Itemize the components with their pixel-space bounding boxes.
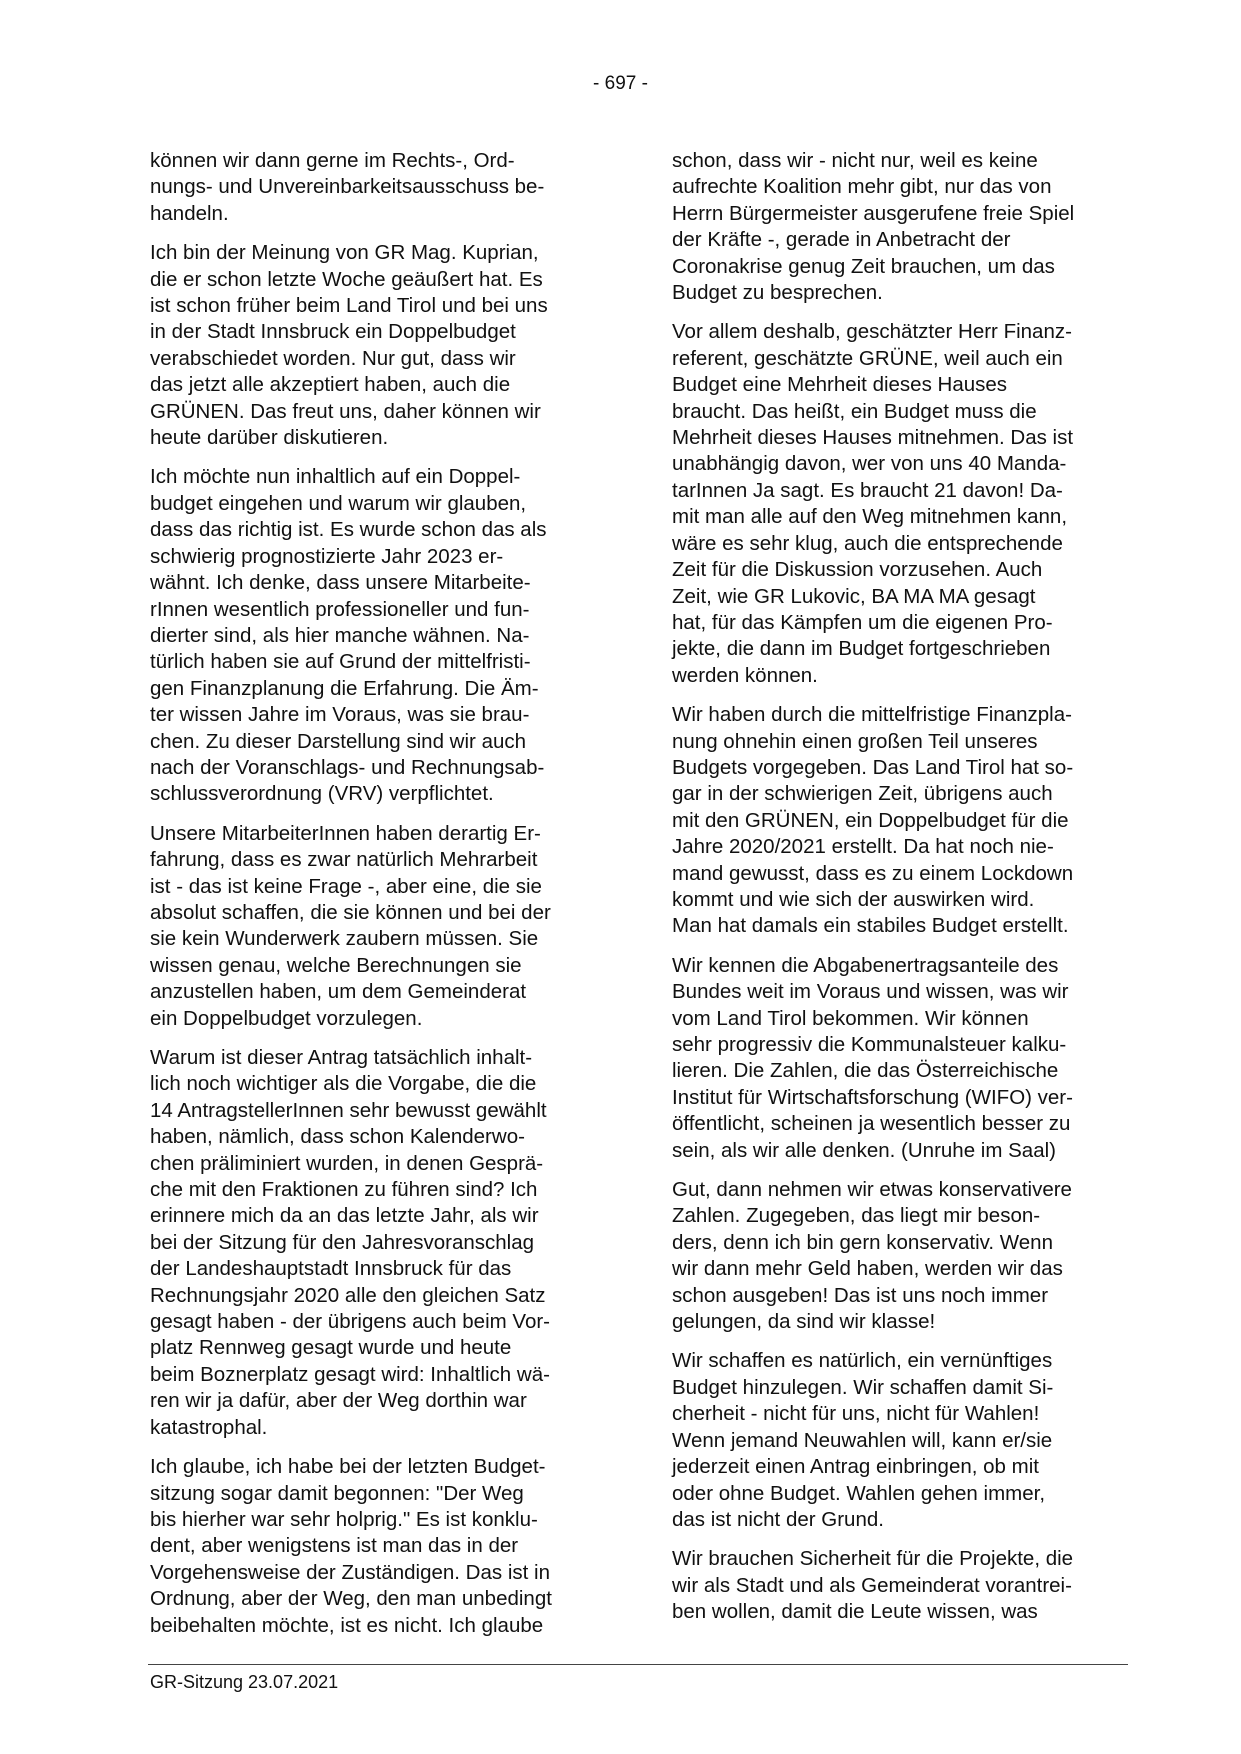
text-line: gar in der schwierigen Zeit, übrigens auch <box>672 782 1053 806</box>
paragraph <box>150 240 600 451</box>
text-line: Coronakrise genug Zeit brauchen, um das <box>672 254 1055 278</box>
text-line: dierter sind, als hier manche wähnen. Na- <box>150 623 530 647</box>
text-line: Vorgehensweise der Zuständigen. Das ist in <box>150 1560 550 1584</box>
text-line: die er schon letzte Woche geäußert hat. Es <box>150 267 543 291</box>
text-line: gesagt haben - der übrigens auch beim Vor- <box>150 1310 551 1334</box>
text-line: Budgets vorgegeben. Das Land Tirol hat so- <box>672 755 1074 779</box>
text-line: referent, geschätzte GRÜNE, weil auch ein <box>672 346 1063 370</box>
text-line: das jetzt alle akzeptiert haben, auch die <box>150 373 511 397</box>
paragraph <box>672 953 1122 1164</box>
text-line: bis hierher war sehr holprig." Es ist konklu- <box>150 1507 538 1531</box>
text-line: öffentlicht, scheinen ja wesentlich besser zu <box>672 1112 1071 1136</box>
text-line: budget eingehen und warum wir glauben, <box>150 491 527 515</box>
text-line: Ich glaube, ich habe bei der letzten Budget- <box>150 1455 546 1479</box>
paragraph <box>150 1454 600 1639</box>
paragraph <box>150 148 600 227</box>
text-line: heute darüber diskutieren. <box>150 426 389 450</box>
paragraph <box>150 821 600 1032</box>
paragraph <box>150 464 600 807</box>
text-line: nung ohnehin einen großen Teil unseres <box>672 729 1038 753</box>
text-line: chen präliminiert wurden, in denen Gesprä- <box>150 1151 544 1175</box>
text-line: hat, für das Kämpfen um die eigenen Pro- <box>672 610 1053 634</box>
text-line: Ich möchte nun inhaltlich auf ein Doppel- <box>150 465 521 489</box>
text-line: che mit den Fraktionen zu führen sind? Ich <box>150 1178 538 1202</box>
text-line: gelungen, da sind wir klasse! <box>672 1310 936 1334</box>
text-line: GRÜNEN. Das freut uns, daher können wir <box>150 399 541 423</box>
text-line: jederzeit einen Antrag einbringen, ob mit <box>672 1455 1039 1479</box>
text-line: ter wissen Jahre im Voraus, was sie brau- <box>150 703 530 727</box>
text-line: katastrophal. <box>150 1415 268 1439</box>
text-line: dass das richtig ist. Es wurde schon das als <box>150 518 547 542</box>
text-line: werden können. <box>672 663 818 687</box>
text-line: sein, als wir alle denken. (Unruhe im Saal) <box>672 1138 1056 1162</box>
paragraph <box>672 702 1122 940</box>
text-line: nungs- und Unvereinbarkeitsausschuss be- <box>150 175 545 199</box>
text-line: fahrung, dass es zwar natürlich Mehrarbeit <box>150 848 538 872</box>
text-line: ist - das ist keine Frage -, aber eine, die sie <box>150 874 542 898</box>
text-line: braucht. Das heißt, ein Budget muss die <box>672 399 1037 423</box>
text-line: platz Rennweg gesagt wurde und heute <box>150 1336 512 1360</box>
text-line: Vor allem deshalb, geschätzter Herr Finanz- <box>672 320 1072 344</box>
text-line: unabhängig davon, wer von uns 40 Manda- <box>672 452 1067 476</box>
text-line: gen Finanzplanung die Erfahrung. Die Äm- <box>150 676 539 700</box>
text-line: mand gewusst, dass es zu einem Lockdown <box>672 861 1074 885</box>
text-line: haben, nämlich, dass schon Kalenderwo- <box>150 1125 525 1149</box>
page-number: - 697 - <box>593 73 648 94</box>
text-line: ben wollen, damit die Leute wissen, was <box>672 1600 1038 1624</box>
text-line: das ist nicht der Grund. <box>672 1507 884 1531</box>
text-line: Budget hinzulegen. Wir schaffen damit Si- <box>672 1375 1054 1399</box>
text-line: Rechnungsjahr 2020 alle den gleichen Satz <box>150 1283 546 1307</box>
text-line: Gut, dann nehmen wir etwas konservativere <box>672 1178 1072 1202</box>
text-line: erinnere mich da an das letzte Jahr, als wir <box>150 1204 539 1228</box>
right-column <box>672 148 1122 1639</box>
text-line: bei der Sitzung für den Jahresvoranschlag <box>150 1230 535 1254</box>
text-line: ders, denn ich bin gern konservativ. Wenn <box>672 1230 1053 1254</box>
text-line: ren wir ja dafür, aber der Weg dorthin war <box>150 1389 527 1413</box>
text-line: Unsere MitarbeiterInnen haben derartig Er- <box>150 821 541 845</box>
text-line: Warum ist dieser Antrag tatsächlich inhalt- <box>150 1046 533 1069</box>
text-line: lich noch wichtiger als die Vorgabe, die die <box>150 1072 537 1096</box>
footer-text: GR-Sitzung 23.07.2021 <box>150 1672 339 1692</box>
text-line: 14 AntragstellerInnen sehr bewusst gewählt <box>150 1098 547 1122</box>
text-line: ein Doppelbudget vorzulegen. <box>150 1006 423 1030</box>
text-line: türlich haben sie auf Grund der mittelfristi- <box>150 650 531 674</box>
paragraph <box>150 1045 600 1441</box>
text-line: anzustellen haben, um dem Gemeinderat <box>150 980 527 1004</box>
text-line: vom Land Tirol bekommen. Wir können <box>672 1006 1029 1030</box>
text-line: Wenn jemand Neuwahlen will, kann er/sie <box>672 1428 1053 1452</box>
text-line: oder ohne Budget. Wahlen gehen immer, <box>672 1481 1046 1505</box>
text-line: Wir schaffen es natürlich, ein vernünftiges <box>672 1349 1053 1373</box>
text-line: Institut für Wirtschaftsforschung (WIFO) ver- <box>672 1085 1073 1109</box>
text-line: Budget zu besprechen. <box>672 281 883 305</box>
text-line: sehr progressiv die Kommunalsteuer kalku- <box>672 1033 1067 1056</box>
paragraph <box>672 148 1122 306</box>
text-line: Herrn Bürgermeister ausgerufene freie Spiel <box>672 201 1075 225</box>
text-line: dent, aber wenigstens ist man das in der <box>150 1534 519 1558</box>
text-line: Budget eine Mehrheit dieses Hauses <box>672 373 1008 397</box>
text-line: schon ausgeben! Das ist uns noch immer <box>672 1283 1049 1307</box>
text-line: ist schon früher beim Land Tirol und bei uns <box>150 294 548 318</box>
text-line: beim Boznerplatz gesagt wird: Inhaltlich wä- <box>150 1362 550 1386</box>
text-line: mit den GRÜNEN, ein Doppelbudget für die <box>672 808 1069 832</box>
text-line: Wir brauchen Sicherheit für die Projekte, die <box>672 1547 1074 1571</box>
text-line: Man hat damals ein stabiles Budget erstellt. <box>672 914 1069 938</box>
text-line: in der Stadt Innsbruck ein Doppelbudget <box>150 320 516 344</box>
text-line: Zahlen. Zugegeben, das liegt mir beson- <box>672 1204 1041 1228</box>
text-line: Ich bin der Meinung von GR Mag. Kuprian, <box>150 241 539 265</box>
text-line: nach der Voranschlags- und Rechnungsab- <box>150 755 545 779</box>
text-line: können wir dann gerne im Rechts-, Ord- <box>150 149 515 172</box>
text-line: schwierig prognostizierte Jahr 2023 er- <box>150 544 504 568</box>
text-line: schlussverordnung (VRV) verpflichtet. <box>150 782 494 806</box>
text-line: aufrechte Koalition mehr gibt, nur das von <box>672 175 1052 199</box>
text-line: beibehalten möchte, ist es nicht. Ich glaube <box>150 1613 544 1637</box>
text-line: wähnt. Ich denke, dass unsere Mitarbeite- <box>150 571 531 595</box>
paragraph <box>672 1177 1122 1335</box>
text-line: cherheit - nicht für uns, nicht für Wahlen! <box>672 1402 1040 1426</box>
text-line: Bundes weit im Voraus und wissen, was wir <box>672 980 1069 1004</box>
text-line: tarInnen Ja sagt. Es braucht 21 davon! Da- <box>672 478 1063 502</box>
text-line: Wir kennen die Abgabenertragsanteile des <box>672 953 1059 977</box>
text-line: absolut schaffen, die sie können und bei der <box>150 900 551 924</box>
text-line: wäre es sehr klug, auch die entsprechende <box>672 531 1063 555</box>
text-line: handeln. <box>150 201 229 225</box>
paragraph <box>672 319 1122 689</box>
footer-divider <box>148 1664 1128 1665</box>
text-line: Mehrheit dieses Hauses mitnehmen. Das ist <box>672 426 1074 450</box>
text-line: verabschiedet worden. Nur gut, dass wir <box>150 346 516 370</box>
paragraph <box>672 1348 1122 1533</box>
text-line: der Kräfte -, gerade in Anbetracht der <box>672 228 1011 252</box>
text-line: Wir haben durch die mittelfristige Finanzpla- <box>672 703 1072 727</box>
text-line: wir als Stadt und als Gemeinderat vorantrei- <box>672 1573 1072 1597</box>
text-line: kommt und wie sich der auswirken wird. <box>672 887 1035 911</box>
text-line: schon, dass wir - nicht nur, weil es keine <box>672 149 1038 172</box>
text-line: mit man alle auf den Weg mitnehmen kann, <box>672 505 1068 529</box>
text-line: Zeit, wie GR Lukovic, BA MA MA gesagt <box>672 584 1036 608</box>
text-line: der Landeshauptstadt Innsbruck für das <box>150 1257 512 1281</box>
text-line: Zeit für die Diskussion vorzusehen. Auch <box>672 558 1043 582</box>
paragraph <box>672 1546 1122 1625</box>
text-line: sitzung sogar damit begonnen: "Der Weg <box>150 1481 524 1505</box>
text-line: chen. Zu dieser Darstellung sind wir auch <box>150 729 527 753</box>
text-line: lieren. Die Zahlen, die das Österreichische <box>672 1059 1059 1083</box>
text-line: wissen genau, welche Berechnungen sie <box>150 953 522 977</box>
text-line: Jahre 2020/2021 erstellt. Da hat noch nie- <box>672 835 1054 859</box>
text-line: Ordnung, aber der Weg, den man unbedingt <box>150 1587 552 1611</box>
text-line: rInnen wesentlich professioneller und fun- <box>150 597 530 621</box>
text-line: sie kein Wunderwerk zaubern müssen. Sie <box>150 927 539 951</box>
text-line: wir dann mehr Geld haben, werden wir das <box>672 1257 1063 1281</box>
left-column <box>150 148 600 1652</box>
text-line: jekte, die dann im Budget fortgeschrieben <box>672 637 1051 661</box>
